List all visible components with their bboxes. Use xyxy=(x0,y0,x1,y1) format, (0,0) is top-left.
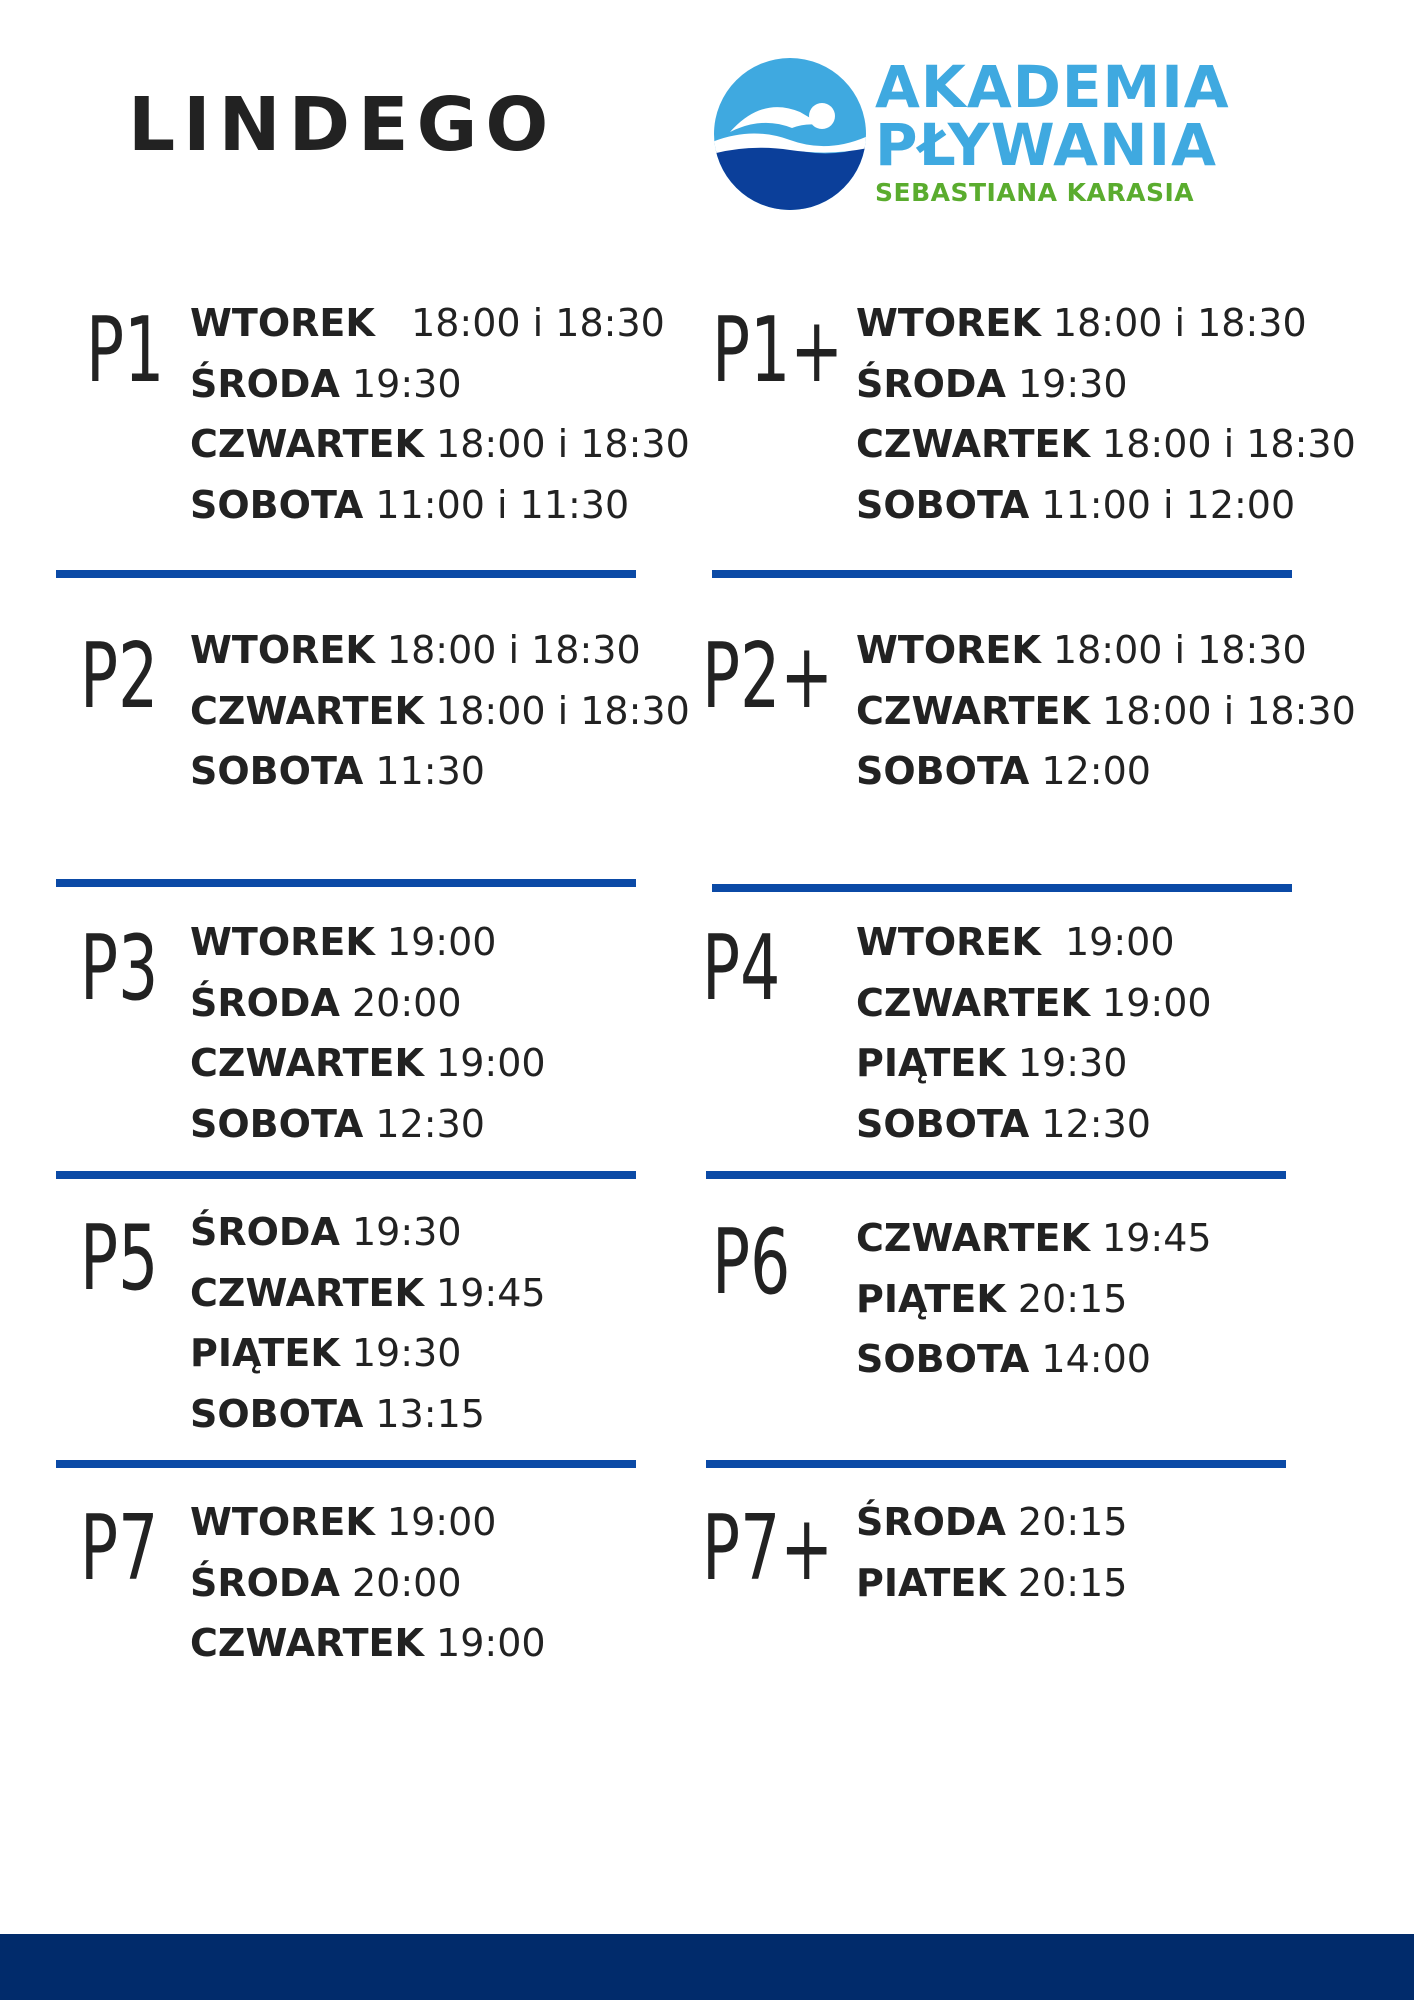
schedule-row xyxy=(190,475,690,536)
separator-line xyxy=(56,1171,636,1179)
day-label: CZWARTEK xyxy=(190,688,424,733)
schedule-row xyxy=(190,1384,546,1445)
day-label: SOBOTA xyxy=(190,1391,364,1436)
day-label: PIĄTEK xyxy=(856,1276,1006,1321)
schedule-row xyxy=(856,912,1212,973)
time-label: 19:00 xyxy=(436,1041,546,1085)
schedule-row xyxy=(190,1202,546,1263)
logo-line-2: PŁYWANIA xyxy=(875,111,1217,179)
day-label: WTOREK xyxy=(856,628,1041,672)
schedule-row xyxy=(856,1269,1212,1330)
time-label: 18:00 i 18:30 xyxy=(386,628,641,672)
group-code: P4 xyxy=(702,916,781,1021)
schedule-row xyxy=(190,1492,546,1553)
day-label: SOBOTA xyxy=(190,482,364,527)
logo-line-1: AKADEMIA xyxy=(875,53,1230,121)
time-label: 19:00 xyxy=(386,920,497,964)
group-code: P2+ xyxy=(702,624,834,729)
time-label: 20:00 xyxy=(351,980,462,1025)
time-label: 19:30 xyxy=(351,1210,462,1254)
schedule-row xyxy=(856,1329,1212,1390)
schedule-row xyxy=(190,1094,546,1155)
footer-bar xyxy=(0,1934,1414,2000)
day-label: CZWARTEK xyxy=(856,980,1090,1025)
separator-line xyxy=(712,570,1292,578)
day-label: WTOREK xyxy=(190,301,375,345)
schedule-row xyxy=(190,1263,546,1324)
schedule-row xyxy=(190,414,690,475)
schedule-row xyxy=(856,1094,1212,1155)
time-label: 13:15 xyxy=(375,1391,485,1436)
time-label: 12:30 xyxy=(375,1101,485,1146)
time-label: 20:15 xyxy=(1017,1560,1128,1605)
day-label: SOBOTA xyxy=(856,482,1030,527)
group-code: P6 xyxy=(712,1210,791,1315)
group-code: P7+ xyxy=(702,1496,834,1601)
time-label: 19:00 xyxy=(436,1621,546,1665)
schedule-row xyxy=(856,1033,1212,1094)
day-label: ŚRODA xyxy=(856,1500,1006,1544)
day-label: PIĄTEK xyxy=(190,1331,340,1375)
day-label: ŚRODA xyxy=(190,1210,340,1254)
schedule-row xyxy=(190,1033,546,1094)
day-label: ŚRODA xyxy=(190,361,340,406)
time-label: 12:30 xyxy=(1041,1101,1151,1146)
separator-line xyxy=(56,879,636,887)
day-label: ŚRODA xyxy=(190,1560,340,1605)
time-label: 19:30 xyxy=(351,361,462,406)
time-label: 19:45 xyxy=(1102,1216,1212,1260)
day-label: WTOREK xyxy=(190,628,375,672)
group-code: P7 xyxy=(80,1496,159,1601)
schedule-row xyxy=(190,293,690,354)
time-label: 20:00 xyxy=(351,1560,462,1605)
group-code: P1+ xyxy=(712,298,844,403)
time-label: 19:00 xyxy=(386,1500,497,1544)
day-label: PIĄTEK xyxy=(856,1041,1006,1085)
time-label: 19:00 xyxy=(1102,980,1212,1025)
time-label: 19:00 xyxy=(1064,920,1175,964)
schedule-row xyxy=(856,741,1356,802)
schedule-row xyxy=(856,1553,1128,1614)
day-label: SOBOTA xyxy=(190,749,364,793)
day-label: WTOREK xyxy=(856,301,1041,345)
time-label: 14:00 xyxy=(1041,1337,1151,1381)
page-title: LINDEGO xyxy=(128,82,557,168)
time-label: 18:00 i 18:30 xyxy=(436,422,690,466)
day-label: PIATEK xyxy=(856,1560,1006,1605)
time-label: 18:00 i 18:30 xyxy=(1052,628,1307,672)
time-label: 19:45 xyxy=(436,1270,546,1315)
day-label: CZWARTEK xyxy=(190,1270,424,1315)
day-label: SOBOTA xyxy=(856,1101,1030,1146)
day-label: WTOREK xyxy=(190,920,375,964)
schedule-row xyxy=(856,293,1356,354)
logo-line-3: SEBASTIANA KARASIA xyxy=(875,178,1195,207)
day-label: CZWARTEK xyxy=(856,688,1090,733)
time-label: 18:00 i 18:30 xyxy=(1102,422,1356,466)
time-label: 19:30 xyxy=(1017,1041,1128,1085)
schedule-row xyxy=(856,414,1356,475)
day-label: ŚRODA xyxy=(190,980,340,1025)
day-label: WTOREK xyxy=(856,920,1041,964)
schedule-row xyxy=(856,681,1356,742)
group-code: P1 xyxy=(86,298,165,403)
schedule-row xyxy=(190,1613,546,1674)
schedule-row xyxy=(856,973,1212,1034)
day-label: ŚRODA xyxy=(856,361,1006,406)
schedule-row xyxy=(190,741,690,802)
day-label: SOBOTA xyxy=(856,749,1030,793)
logo xyxy=(710,52,1270,212)
group-code: P2 xyxy=(80,624,159,729)
schedule-row xyxy=(190,620,690,681)
schedule-row xyxy=(190,1553,546,1614)
time-label: 11:00 i 12:00 xyxy=(1041,482,1296,527)
separator-line xyxy=(56,1460,636,1468)
group-code: P3 xyxy=(80,916,159,1021)
schedule-row xyxy=(856,1492,1128,1553)
time-label: 18:00 i 18:30 xyxy=(1052,301,1307,345)
group-code: P5 xyxy=(80,1206,159,1311)
schedule-row xyxy=(190,912,546,973)
time-label: 18:00 i 18:30 xyxy=(411,301,665,345)
day-label: CZWARTEK xyxy=(856,1216,1090,1260)
time-label: 12:00 xyxy=(1041,749,1151,793)
day-label: SOBOTA xyxy=(856,1337,1030,1381)
time-label: 20:15 xyxy=(1017,1276,1128,1321)
day-label: CZWARTEK xyxy=(856,422,1090,466)
day-label: CZWARTEK xyxy=(190,1041,424,1085)
schedule-row xyxy=(190,354,690,415)
time-label: 11:30 xyxy=(375,749,485,793)
separator-line xyxy=(706,1460,1286,1468)
schedule-row xyxy=(190,1323,546,1384)
separator-line xyxy=(56,570,636,578)
schedule-row xyxy=(856,620,1356,681)
time-label: 11:00 i 11:30 xyxy=(375,482,630,527)
time-label: 18:00 i 18:30 xyxy=(1102,688,1356,733)
schedule-row xyxy=(856,475,1356,536)
swimmer-logo-icon xyxy=(712,56,868,212)
time-label: 20:15 xyxy=(1017,1500,1128,1544)
time-label: 18:00 i 18:30 xyxy=(436,688,690,733)
time-label: 19:30 xyxy=(351,1331,462,1375)
time-label: 19:30 xyxy=(1017,361,1128,406)
separator-line xyxy=(706,1171,1286,1179)
schedule-row xyxy=(190,681,690,742)
schedule-row xyxy=(190,973,546,1034)
day-label: WTOREK xyxy=(190,1500,375,1544)
schedule-row xyxy=(856,1208,1212,1269)
day-label: CZWARTEK xyxy=(190,1621,424,1665)
day-label: CZWARTEK xyxy=(190,422,424,466)
day-label: SOBOTA xyxy=(190,1101,364,1146)
schedule-row xyxy=(856,354,1356,415)
separator-line xyxy=(712,884,1292,892)
